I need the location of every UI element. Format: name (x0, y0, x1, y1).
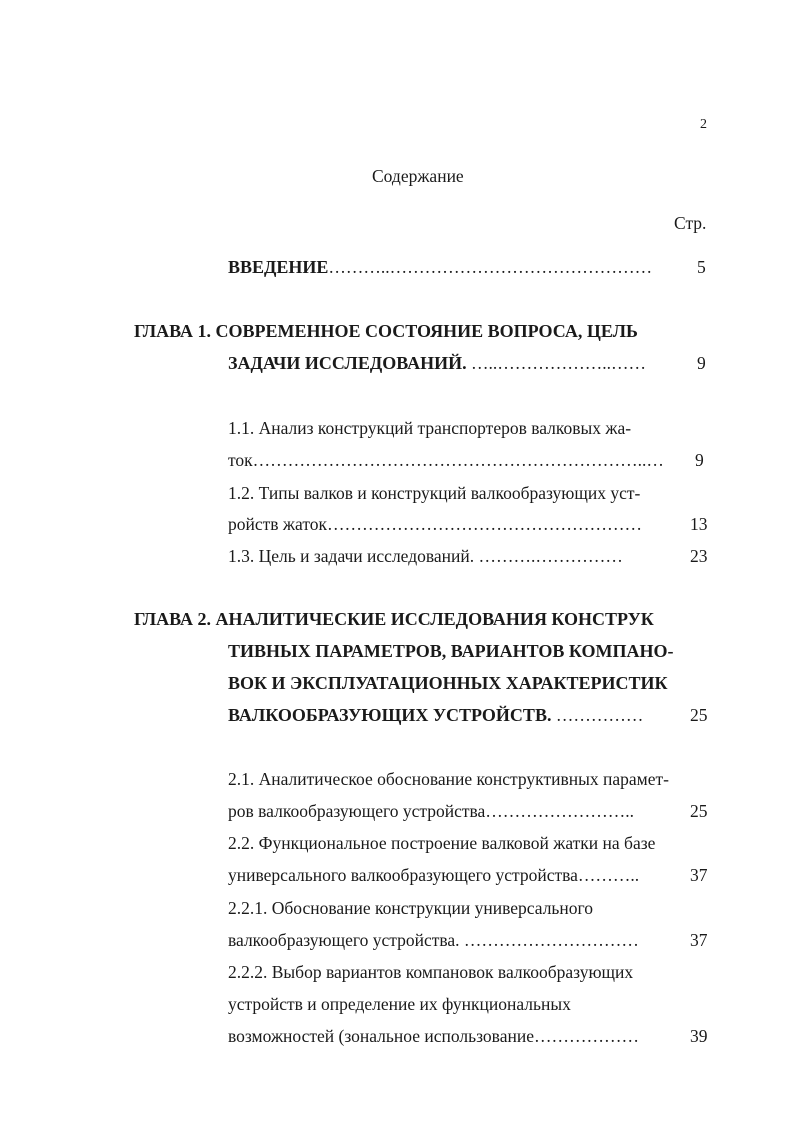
chapter1-title-line1[interactable]: ГЛАВА 1. СОВРЕМЕННОЕ СОСТОЯНИЕ ВОПРОСА, ЦЕЛЬ (134, 321, 638, 341)
section-1-2-page: 13 (690, 514, 708, 534)
chapter1-leader: …..………………..…… (466, 353, 646, 373)
chapter2-title-text: ВАЛКООБРАЗУЮЩИХ УСТРОЙСТВ. (228, 705, 552, 725)
chapter1-title-line2[interactable] (228, 352, 646, 374)
toc-entry-2-1-line2[interactable]: ров валкообразующего устройства…………………….. (228, 801, 635, 821)
intro-leader: ………..……………………………………… (328, 257, 653, 277)
page-title: Содержание (372, 166, 464, 186)
toc-entry-2-2-1-line2[interactable]: валкообразующего устройства. ………………………… (228, 930, 639, 950)
page-number: 2 (700, 117, 707, 132)
toc-entry-1-1-line2[interactable]: ток…………………………………………………………..… (228, 450, 664, 470)
toc-entry-2-1-line1[interactable]: 2.1. Аналитическое обоснование конструктивных парамет- (228, 769, 669, 789)
section-2-2-1-page: 37 (690, 930, 708, 950)
page-column-label: Стр. (674, 213, 707, 233)
chapter1-page: 9 (697, 353, 706, 373)
chapter2-page: 25 (690, 705, 708, 725)
chapter2-leader: …………… (551, 705, 644, 725)
section-1-3-page: 23 (690, 546, 708, 566)
toc-entry-1-1-line1[interactable]: 1.1. Анализ конструкций транспортеров валковых жа- (228, 418, 632, 438)
chapter1-title-text: ЗАДАЧИ ИССЛЕДОВАНИЙ. (228, 353, 467, 373)
chapter2-title-line3[interactable]: ВОК И ЭКСПЛУАТАЦИОННЫХ ХАРАКТЕРИСТИК (228, 673, 668, 693)
section-2-1-page: 25 (690, 801, 708, 821)
chapter2-title-line2[interactable]: ТИВНЫХ ПАРАМЕТРОВ, ВАРИАНТОВ КОМПАНО- (228, 641, 674, 661)
intro-page: 5 (697, 257, 706, 277)
toc-entry-intro[interactable] (228, 256, 652, 278)
section-1-1-page: 9 (695, 450, 704, 470)
toc-entry-2-2-2-line2[interactable]: устройств и определение их функциональных (228, 994, 571, 1014)
toc-entry-1-2-line2[interactable]: ройств жаток……………………………………………… (228, 514, 642, 534)
intro-title: ВВЕДЕНИЕ (228, 257, 329, 277)
toc-entry-2-2-line1[interactable]: 2.2. Функциональное построение валковой жатки на базе (228, 833, 656, 853)
toc-entry-2-2-line2[interactable]: универсального валкообразующего устройства……….. (228, 865, 640, 885)
toc-entry-2-2-2-line3[interactable]: возможностей (зональное использование……………… (228, 1026, 639, 1046)
chapter2-title-line4[interactable] (228, 704, 643, 726)
toc-entry-1-3[interactable]: 1.3. Цель и задачи исследований. ……….…………… (228, 546, 623, 566)
toc-entry-1-2-line1[interactable]: 1.2. Типы валков и конструкций валкообразующих уст- (228, 483, 641, 503)
chapter2-title-line1[interactable]: ГЛАВА 2. АНАЛИТИЧЕСКИЕ ИССЛЕДОВАНИЯ КОНСТРУК (134, 609, 654, 629)
section-2-2-2-page: 39 (690, 1026, 708, 1046)
toc-entry-2-2-1-line1[interactable]: 2.2.1. Обоснование конструкции универсального (228, 898, 594, 918)
section-2-2-page: 37 (690, 865, 708, 885)
toc-entry-2-2-2-line1[interactable]: 2.2.2. Выбор вариантов компановок валкообразующих (228, 962, 634, 982)
